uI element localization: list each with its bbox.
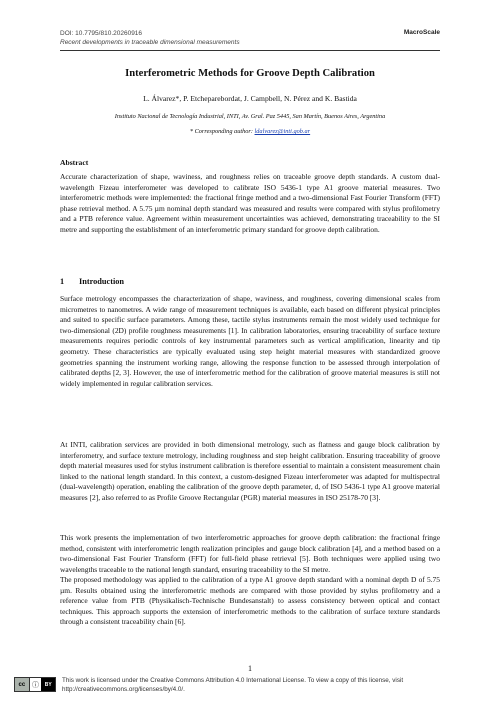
section-number: 1 [60, 277, 65, 286]
header-rule [60, 50, 440, 51]
attribution-icon: ⓘ [32, 681, 39, 689]
section-heading-introduction [60, 277, 124, 286]
cc-logo-icon: cc [15, 678, 30, 691]
running-header-left [60, 29, 240, 47]
corresponding-label: * Corresponding author: [189, 128, 255, 135]
doi-text: DOI: 10.7795/810.20260916 [60, 30, 143, 37]
license-notice: This work is licensed under the Creative Commons Attribution 4.0 International License. To view a copy of this license, visit http://creativecommons.org/licenses/by/4.0/. [62, 677, 404, 693]
abstract-text: Accurate characterization of shape, waviness, and roughness relies on traceable groove depth standards. A custom dual-wavelength Fizeau interferometer was developed to calibrate ISO 5436-1 type A1 groove material measures. Two interferometric methods were implemented: the fractional fringe method and a two-dimensional Fast Fourier Transform (FFT) phase retrieval method. A 5.75 µm nominal depth standard was measured and results were compared with stylus profilometry and a PTB reference value. Agreement within measurement uncertainties was achieved, demonstrating traceability to the SI metre and supporting the establishment of an interferometric primary standard for groove depth calibration. [60, 172, 440, 234]
paper-title: Interferometric Methods for Groove Depth Calibration [125, 68, 375, 79]
corresponding-author [60, 128, 440, 135]
email-link[interactable]: ldalvarez@inti.gob.ar [254, 128, 311, 135]
affiliation: Instituto Nacional de Tecnología Industrial, INTI, Av. Gral. Paz 5445, San Martín, Buenos Aires, Argentina [114, 113, 386, 120]
series-title: Recent developments in traceable dimensional measurements [60, 39, 240, 46]
section-title: Introduction [79, 277, 125, 286]
body-paragraph: Surface metrology encompasses the characterization of shape, waviness, and roughness, covering dimensional scales from micrometres to nanometres. A wide range of measurement techniques is available, each based on different physical principles and suited to specific surface parameters. Among these, tactile stylus instruments remain the most widely used technique for two-dimensional (2D) profile roughness measurements [1]. In calibration laboratories, ensuring traceability of surface texture measurements requires periodic controls of key instrumental parameters such as vertical amplification, linearity and tip geometry. These characteristics are typically evaluated using step height material measures with standardized groove geometries spanning the instrument working range, allowing the response function to be assessed through interpolation of calibrated depths [2, 3]. However, the use of interferometric method for the calibration of groove material measures is still not widely implemented in regular calibration services. [60, 294, 440, 388]
cc-by-license-badge[interactable] [14, 677, 56, 692]
publisher-name: MacroScale [403, 29, 440, 36]
abstract-heading: Abstract [60, 158, 89, 167]
by-label-icon: BY [41, 678, 55, 691]
body-paragraph: The proposed methodology was applied to the calibration of a type A1 groove depth standard with a nominal depth D of 5.75 µm. Results obtained using the interferometric methods are compared with those provided by stylus profilometry and a reference value from PTB (Physikalisch-Technische Bundesanstalt) to assess consistency between optical and contact techniques. This approach supports the extension of interferometric methods to the calibration of surface texture standards through a consistent traceability chain [6]. [60, 575, 440, 627]
body-paragraph: At INTI, calibration services are provided in both dimensional metrology, such as flatness and gauge block calibration by interferometry, and surface texture metrology, including roughness and step height calibration. Ensuring traceability of groove depth material measures used for stylus instrument calibration is therefore essential to maintain a consistent measurement chain linked to the national length standard. In this context, a custom-designed Fizeau interferometer was adapted for multispectral (dual-wavelength) operation, enabling the calibration of the groove depth parameter, d, of ISO 5436-1 type A1 groove material measures [2], also referred to as Profile Groove Rectangular (PGR) material measures in ISO 25178-70 [3]. [60, 440, 440, 502]
author-list: L. Álvarez*, P. Etcheparebordat, J. Campbell, N. Pérez and K. Bastida [143, 94, 357, 103]
body-paragraph: This work presents the implementation of two interferometric approaches for groove depth calibration: the fractional fringe method, consistent with interferometric length realization principles and gauge block calibration [4], and a method based on a two-dimensional Fast Fourier Transform (FFT) for full-field phase retrieval [5]. Both techniques were applied using two wavelengths traceable to the national length standard, ensuring traceability to the SI metre. [60, 533, 440, 574]
page-number: 1 [248, 664, 252, 673]
